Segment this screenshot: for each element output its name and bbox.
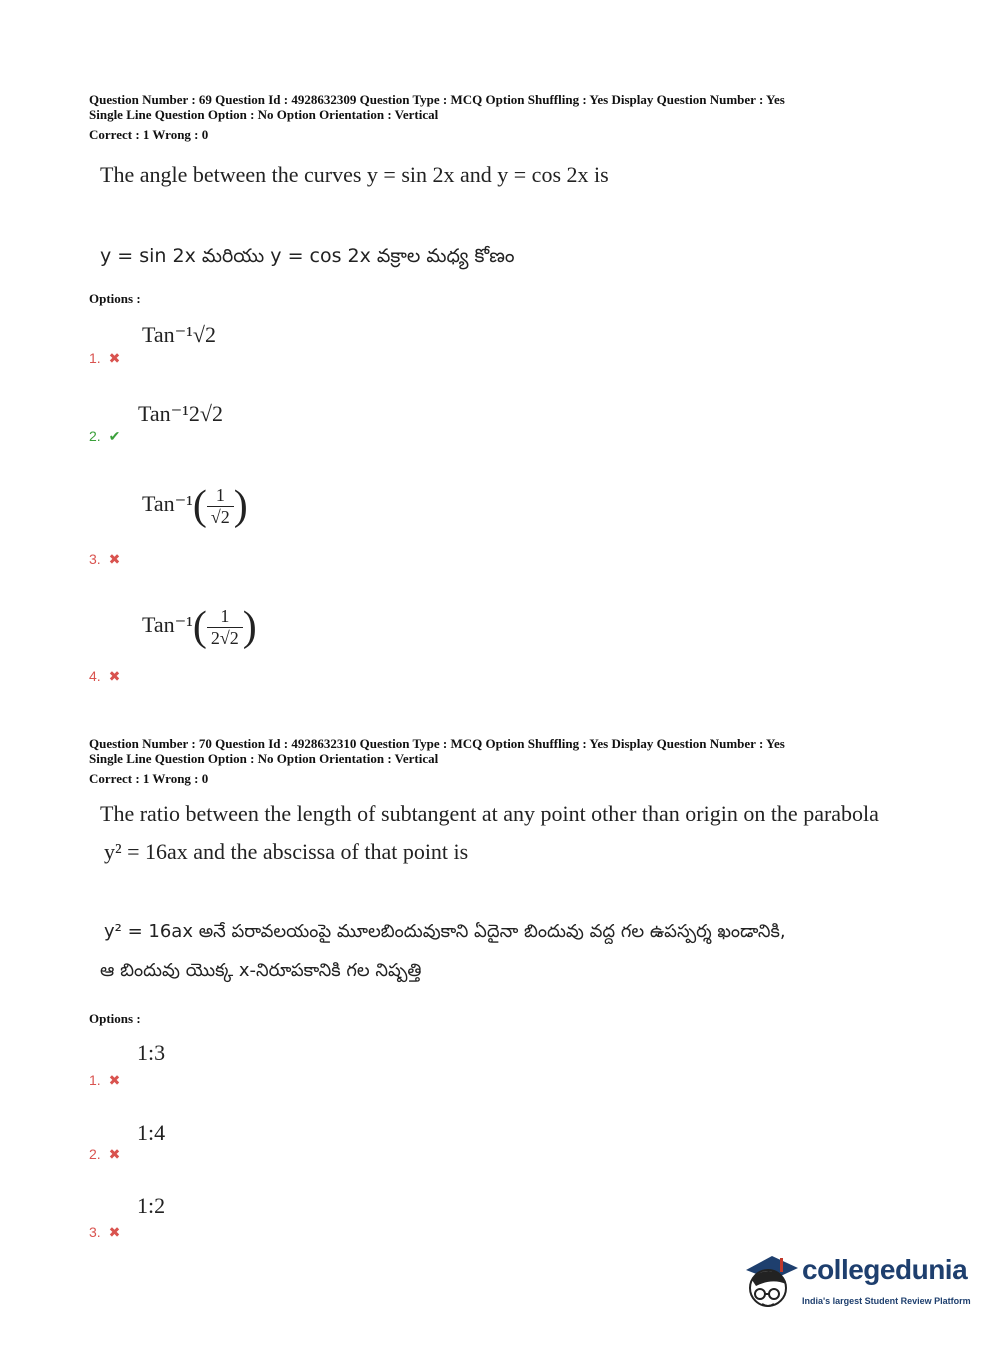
q70-meta-line1: Question Number : 70 Question Id : 4928632310 Question Type : MCQ Option Shuffling : Yes Display Question Number : Yes [89, 736, 785, 751]
q69-meta-line2: Single Line Question Option : No Option Orientation : Vertical [89, 107, 439, 122]
q70-option3-num: 3. [89, 1224, 101, 1240]
cross-icon: ✖ [108, 1224, 121, 1240]
q70-option2-num: 2. [89, 1146, 101, 1162]
collegedunia-logo [742, 1250, 972, 1320]
q69-option1-num: 1. [89, 350, 101, 366]
q70-question-telugu-line2: ఆ బిందువు యొక్క x-నిరూపకానికి గల నిష్పత్తి [100, 960, 422, 981]
cross-icon: ✖ [108, 1146, 121, 1162]
mascot-icon [742, 1250, 800, 1316]
q70-question-telugu-line1: y² = 16ax అనే పరావలయంపై మూలబిందువుకాని ఏదైనా బిందువు వద్ద గల ఉపస్పర్శ ఖండానికి, [104, 921, 786, 942]
q69-option2-num: 2. [89, 428, 101, 444]
q70-option3-text: 1:2 [137, 1193, 166, 1218]
q69-option3-number [89, 551, 120, 568]
q70-option1-num: 1. [89, 1072, 101, 1088]
q70-options-label: Options : [89, 1011, 141, 1026]
q69-meta-line1: Question Number : 69 Question Id : 4928632309 Question Type : MCQ Option Shuffling : Yes Display Question Number : Yes [89, 92, 785, 107]
logo-tagline: India's largest Student Review Platform [802, 1296, 971, 1306]
cross-icon: ✖ [108, 668, 121, 684]
q70-correct-wrong: Correct : 1 Wrong : 0 [89, 771, 209, 786]
q69-option4-number [89, 668, 120, 685]
q69-correct-wrong: Correct : 1 Wrong : 0 [89, 127, 209, 142]
q69-option3-text: Tan⁻¹( $\frac{1}{√2}$ ) [142, 483, 248, 529]
q69-meta [89, 92, 785, 122]
q69-option4-denominator: 2√2 [210, 627, 239, 648]
q69-option1-number [89, 350, 120, 367]
q69-question-telugu: y = sin 2x మరియు y = cos 2x వక్రాల మధ్య కోణం [100, 245, 515, 267]
cross-icon: ✖ [108, 551, 121, 567]
q70-question-english-line1: The ratio between the length of subtangent at any point other than origin on the parabola [100, 801, 879, 826]
q69-option3-numerator: 1 [207, 485, 234, 507]
cross-icon: ✖ [108, 350, 121, 366]
q69-option4-num: 4. [89, 668, 101, 684]
q70-option3-number [89, 1224, 120, 1241]
q69-option2-number [89, 428, 120, 445]
q69-option4-numerator: 1 [207, 606, 243, 628]
q69-question-english: The angle between the curves y = sin 2x and y = cos 2x is [100, 162, 609, 187]
q69-option3-num: 3. [89, 551, 101, 567]
q69-option3-prefix: Tan⁻¹ [142, 491, 193, 517]
q69-option4-text: Tan⁻¹( $\frac{1}{2√2}$ ) [142, 604, 257, 650]
cross-icon: ✖ [108, 1072, 121, 1088]
q70-option1-number [89, 1072, 120, 1089]
q70-option2-text: 1:4 [137, 1120, 166, 1145]
q70-question-english-line2: y² = 16ax and the abscissa of that point is [104, 839, 469, 864]
q69-option4-prefix: Tan⁻¹ [142, 612, 193, 638]
q70-meta [89, 736, 785, 766]
q70-option1-text: 1:3 [137, 1040, 166, 1065]
q69-options-label: Options : [89, 291, 141, 306]
q69-option2-text: Tan⁻¹2√2 [138, 401, 223, 426]
logo-name: collegedunia [802, 1254, 968, 1285]
q70-option2-number [89, 1146, 120, 1163]
q69-option1-text: Tan⁻¹√2 [142, 322, 216, 347]
q70-meta-line2: Single Line Question Option : No Option Orientation : Vertical [89, 751, 439, 766]
q69-option3-denominator: √2 [210, 506, 230, 527]
check-icon: ✔ [108, 428, 121, 444]
